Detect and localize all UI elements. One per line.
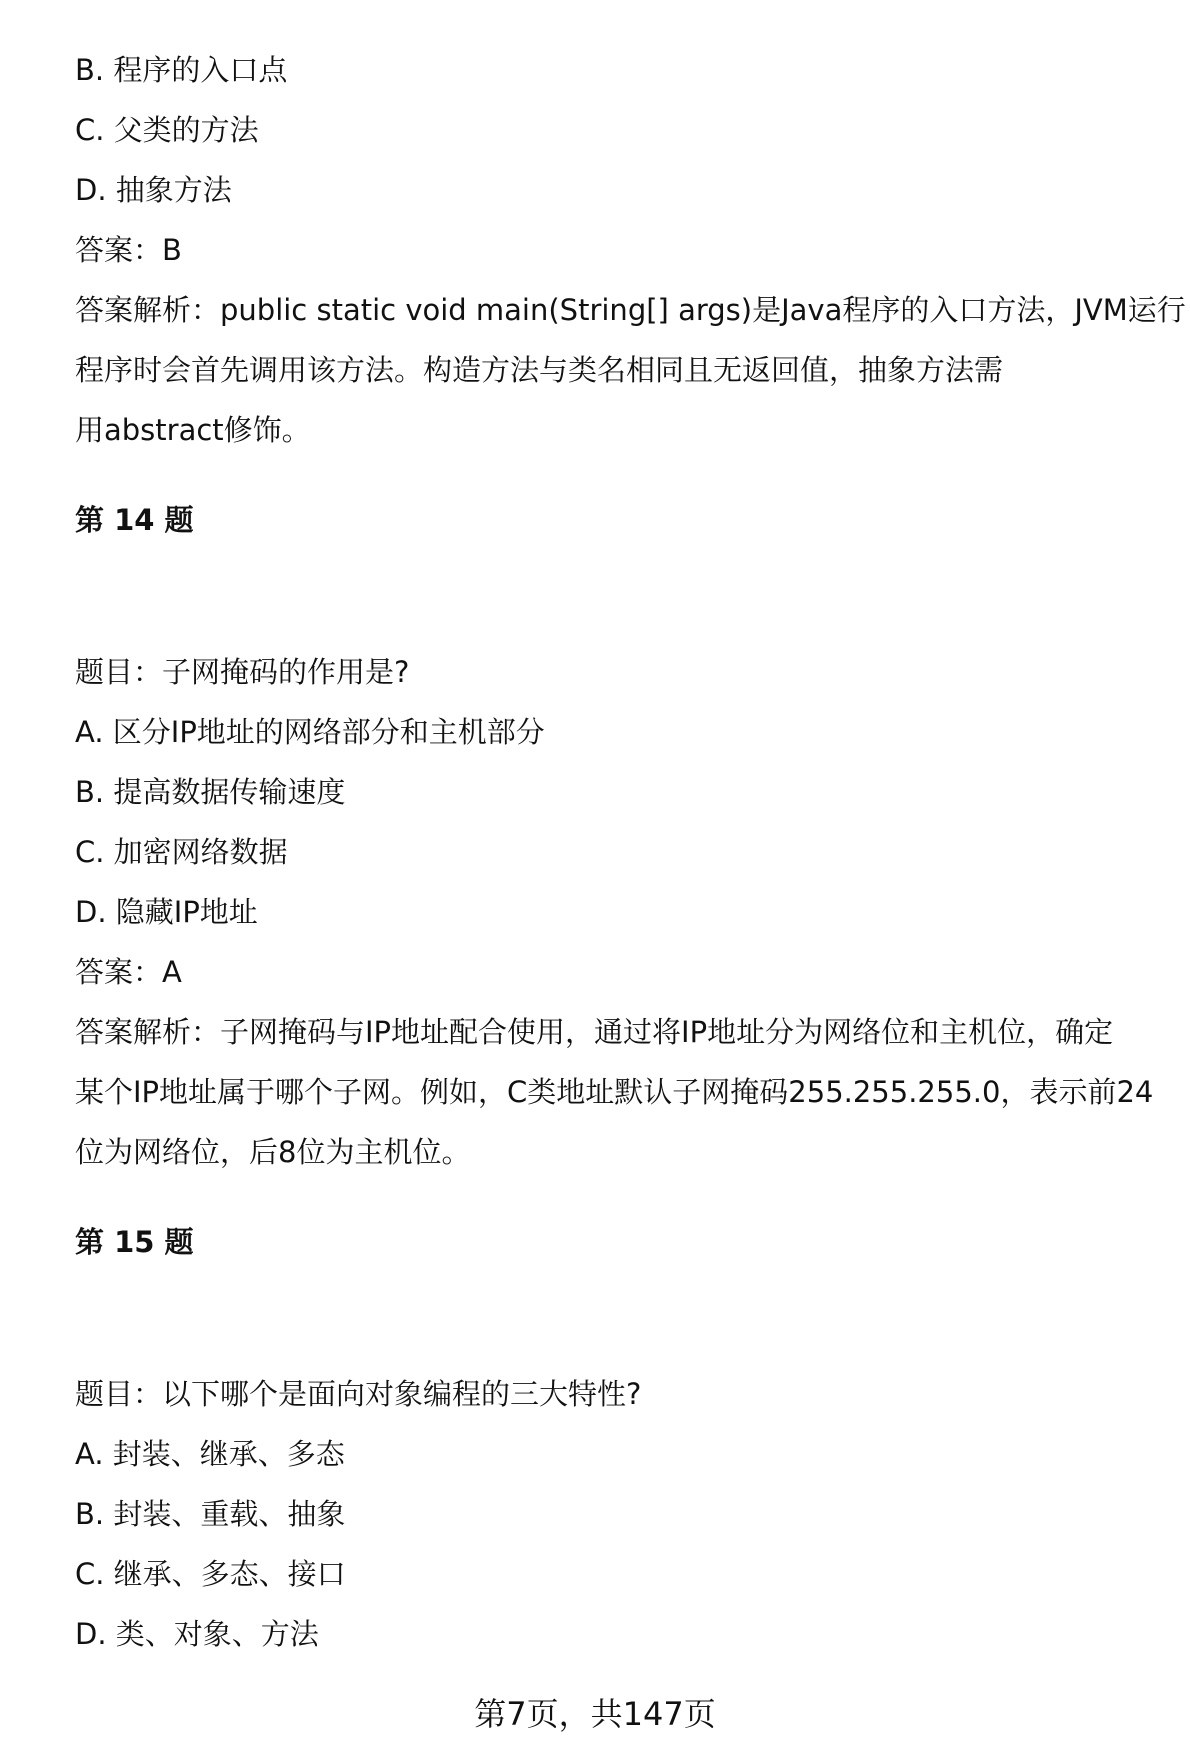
q15-question: 题目：以下哪个是面向对象编程的三大特性? — [75, 1377, 642, 1411]
q15-option-c: C. 继承、多态、接口 — [75, 1557, 346, 1591]
q14-option-a: A. 区分IP地址的网络部分和主机部分 — [75, 715, 545, 749]
q13-explanation-line-2: 程序时会首先调用该方法。构造方法与类名相同且无返回值，抽象方法需 — [75, 353, 1004, 387]
q13-option-c: C. 父类的方法 — [75, 113, 259, 147]
q15-option-b: B. 封装、重载、抽象 — [75, 1497, 346, 1531]
q14-explanation-line-1: 答案解析：子网掩码与IP地址配合使用，通过将IP地址分为网络位和主机位，确定 — [75, 1015, 1114, 1049]
q14-explanation-line-3: 位为网络位，后8位为主机位。 — [75, 1135, 471, 1169]
q13-explanation-line-1: 答案解析：public static void main(String[] args)是Java程序的入口方法，JVM运行 — [75, 293, 1186, 327]
q13-answer: 答案：B — [75, 233, 182, 267]
q13-option-b: B. 程序的入口点 — [75, 53, 288, 87]
q13-explanation-line-3: 用abstract修饰。 — [75, 413, 311, 447]
q15-option-d: D. 类、对象、方法 — [75, 1617, 319, 1651]
q13-option-d: D. 抽象方法 — [75, 173, 232, 207]
q14-option-d: D. 隐藏IP地址 — [75, 895, 258, 929]
q14-heading: 第 14 题 — [75, 503, 194, 537]
page-number-footer: 第7页，共147页 — [474, 1695, 716, 1733]
q15-option-a: A. 封装、继承、多态 — [75, 1437, 345, 1471]
q14-answer: 答案：A — [75, 955, 182, 989]
q14-option-c: C. 加密网络数据 — [75, 835, 288, 869]
q14-option-b: B. 提高数据传输速度 — [75, 775, 346, 809]
q14-question: 题目：子网掩码的作用是? — [75, 655, 410, 689]
q15-heading: 第 15 题 — [75, 1225, 194, 1259]
q14-explanation-line-2: 某个IP地址属于哪个子网。例如，C类地址默认子网掩码255.255.255.0，表示前24 — [75, 1075, 1154, 1109]
